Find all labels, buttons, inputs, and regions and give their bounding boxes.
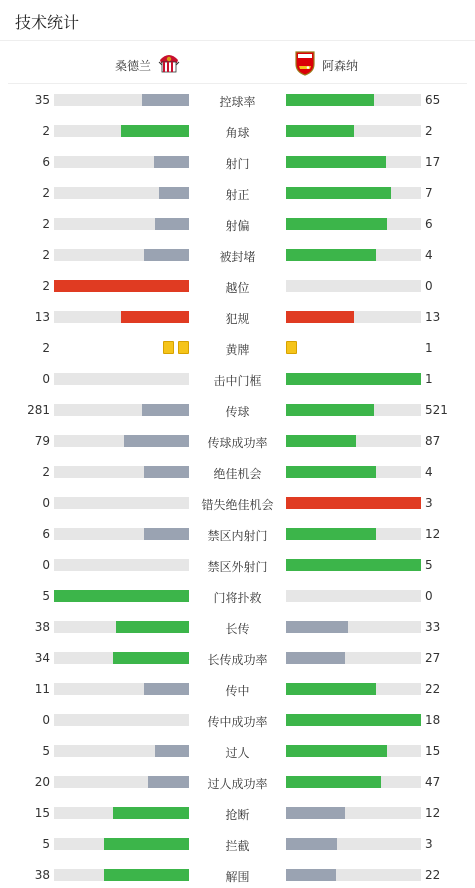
home-bar-track (54, 621, 189, 633)
away-bar-track (286, 497, 421, 509)
stat-label: 传中成功率 (207, 715, 268, 729)
home-bar-fill (54, 280, 189, 292)
stat-row (0, 773, 475, 793)
home-value: 11 (34, 682, 50, 696)
away-value: 22 (425, 868, 441, 882)
stat-label: 抢断 (225, 808, 250, 822)
away-bar-track (286, 559, 421, 571)
home-value: 5 (42, 589, 50, 603)
yellow-card-icon (163, 341, 174, 354)
stat-row (0, 401, 475, 421)
away-value: 521 (425, 403, 448, 417)
away-bar-fill (286, 435, 356, 447)
home-team-name: 桑德兰 (114, 58, 151, 73)
home-bar-track (54, 776, 189, 788)
home-value: 38 (34, 868, 50, 882)
home-value: 2 (42, 217, 50, 231)
home-bar-track (54, 156, 189, 168)
away-bar-track (286, 590, 421, 602)
stat-row (0, 618, 475, 638)
stat-label: 过人成功率 (207, 777, 268, 791)
home-bar-track (54, 683, 189, 695)
stat-row (0, 122, 475, 142)
away-value: 12 (425, 806, 441, 820)
away-bar-fill (286, 869, 336, 881)
stat-label: 射偏 (225, 219, 250, 233)
stat-label: 绝佳机会 (213, 467, 262, 481)
sunderland-crest-icon (157, 52, 181, 78)
home-value: 2 (42, 124, 50, 138)
away-bar-track (286, 621, 421, 633)
away-bar-fill (286, 838, 337, 850)
home-value: 6 (42, 155, 50, 169)
away-bar-fill (286, 621, 348, 633)
home-bar-track (54, 404, 189, 416)
away-bar-fill (286, 156, 386, 168)
away-bar-track (286, 156, 421, 168)
home-value: 34 (34, 651, 50, 665)
away-bar-track (286, 94, 421, 106)
home-bar-track (54, 187, 189, 199)
home-bar-fill (104, 869, 189, 881)
home-bar-track (54, 125, 189, 137)
away-bar-fill (286, 683, 376, 695)
away-value: 47 (425, 775, 441, 789)
away-team-name: 阿森纳 (322, 58, 359, 73)
away-bar-track (286, 373, 421, 385)
away-bar-fill (286, 94, 374, 106)
away-value: 22 (425, 682, 441, 696)
stat-label: 长传成功率 (207, 653, 268, 667)
away-bar-track (286, 869, 421, 881)
home-bar-track (54, 311, 189, 323)
stat-row (0, 91, 475, 111)
away-bar-track (286, 280, 421, 292)
home-team[interactable] (115, 52, 181, 78)
away-bar-track (286, 745, 421, 757)
home-value: 79 (34, 434, 50, 448)
away-bar-fill (286, 652, 345, 664)
home-bar-fill (116, 621, 189, 633)
stat-row (0, 649, 475, 669)
away-bar-track (286, 807, 421, 819)
away-bar-track (286, 652, 421, 664)
stat-label: 犯规 (225, 312, 250, 326)
away-bar-fill (286, 404, 374, 416)
home-bar-fill (54, 590, 189, 602)
stat-label: 传球 (225, 405, 250, 419)
home-value: 6 (42, 527, 50, 541)
home-bar-fill (144, 466, 189, 478)
stat-row (0, 804, 475, 824)
away-value: 12 (425, 527, 441, 541)
home-bar-track (54, 559, 189, 571)
away-bar-track (286, 776, 421, 788)
home-bar-fill (142, 94, 189, 106)
away-value: 13 (425, 310, 441, 324)
stat-label: 越位 (225, 281, 250, 295)
stat-label: 错失绝佳机会 (201, 498, 274, 512)
stat-label: 击中门框 (213, 374, 262, 388)
away-value: 27 (425, 651, 441, 665)
home-bar-fill (144, 683, 189, 695)
away-bar-fill (286, 528, 376, 540)
home-yellow-cards (163, 341, 189, 354)
home-value: 281 (27, 403, 50, 417)
home-bar-fill (159, 187, 189, 199)
stat-row (0, 463, 475, 483)
home-bar-track (54, 280, 189, 292)
stat-row (0, 153, 475, 173)
stat-row (0, 556, 475, 576)
home-value: 2 (42, 186, 50, 200)
stat-label: 禁区外射门 (207, 560, 268, 574)
home-bar-fill (121, 125, 189, 137)
away-bar-track (286, 528, 421, 540)
stat-label: 射门 (225, 157, 250, 171)
stat-row (0, 184, 475, 204)
away-value: 5 (425, 558, 433, 572)
away-value: 3 (425, 496, 433, 510)
stat-row (0, 680, 475, 700)
away-team[interactable] (294, 50, 358, 80)
home-value: 2 (42, 341, 50, 355)
stat-row (0, 525, 475, 545)
stat-row (0, 308, 475, 328)
stat-row (0, 215, 475, 235)
stat-label: 传球成功率 (207, 436, 268, 450)
away-bar-track (286, 218, 421, 230)
stats-header (0, 0, 475, 41)
stat-label: 射正 (225, 188, 250, 202)
stat-row (0, 339, 475, 359)
stat-label: 角球 (225, 126, 250, 140)
away-value: 1 (425, 341, 433, 355)
home-bar-track (54, 466, 189, 478)
away-bar-fill (286, 776, 381, 788)
away-value: 6 (425, 217, 433, 231)
home-value: 35 (34, 93, 50, 107)
home-bar-track (54, 807, 189, 819)
home-bar-fill (124, 435, 189, 447)
away-bar-track (286, 683, 421, 695)
away-yellow-cards (286, 341, 297, 354)
away-value: 65 (425, 93, 441, 107)
home-bar-fill (104, 838, 189, 850)
away-bar-fill (286, 497, 421, 509)
stat-row (0, 711, 475, 731)
away-bar-track (286, 838, 421, 850)
home-bar-track (54, 652, 189, 664)
home-bar-track (54, 745, 189, 757)
away-bar-fill (286, 311, 354, 323)
away-bar-fill (286, 714, 421, 726)
home-value: 15 (34, 806, 50, 820)
home-value: 5 (42, 744, 50, 758)
home-bar-fill (148, 776, 189, 788)
home-bar-track (54, 435, 189, 447)
home-value: 5 (42, 837, 50, 851)
stat-label: 禁区内射门 (207, 529, 268, 543)
home-value: 2 (42, 248, 50, 262)
home-bar-track (54, 94, 189, 106)
away-bar-fill (286, 807, 345, 819)
away-bar-fill (286, 187, 391, 199)
away-bar-fill (286, 218, 387, 230)
stat-row (0, 835, 475, 855)
home-bar-track (54, 528, 189, 540)
home-value: 38 (34, 620, 50, 634)
stat-row (0, 277, 475, 297)
home-value: 20 (34, 775, 50, 789)
stat-label: 过人 (225, 746, 250, 760)
away-bar-fill (286, 559, 421, 571)
stat-row (0, 587, 475, 607)
home-bar-fill (121, 311, 189, 323)
arsenal-crest-icon (294, 50, 316, 80)
home-value: 0 (42, 713, 50, 727)
stat-label: 被封堵 (219, 250, 256, 264)
teams-bar (8, 41, 467, 84)
home-bar-fill (144, 249, 189, 261)
away-value: 3 (425, 837, 433, 851)
away-bar-track (286, 187, 421, 199)
away-value: 1 (425, 372, 433, 386)
away-bar-track (286, 466, 421, 478)
home-bar-fill (154, 156, 189, 168)
away-value: 33 (425, 620, 441, 634)
away-bar-fill (286, 373, 421, 385)
stat-row (0, 866, 475, 886)
away-bar-fill (286, 466, 376, 478)
home-value: 13 (34, 310, 50, 324)
away-bar-fill (286, 249, 376, 261)
home-bar-track (54, 249, 189, 261)
home-value: 2 (42, 465, 50, 479)
yellow-card-icon (286, 341, 297, 354)
stat-row (0, 246, 475, 266)
stat-label: 解围 (225, 870, 250, 884)
home-value: 2 (42, 279, 50, 293)
stat-label: 传中 (225, 684, 250, 698)
home-bar-track (54, 218, 189, 230)
away-value: 2 (425, 124, 433, 138)
away-value: 17 (425, 155, 441, 169)
away-bar-track (286, 125, 421, 137)
away-bar-track (286, 435, 421, 447)
stat-label: 拦截 (225, 839, 250, 853)
home-bar-track (54, 497, 189, 509)
away-value: 0 (425, 589, 433, 603)
stat-label: 控球率 (219, 95, 256, 109)
home-value: 0 (42, 496, 50, 510)
away-value: 7 (425, 186, 433, 200)
away-bar-track (286, 404, 421, 416)
away-value: 4 (425, 465, 433, 479)
away-bar-fill (286, 745, 387, 757)
home-bar-track (54, 838, 189, 850)
home-bar-fill (155, 745, 189, 757)
away-value: 18 (425, 713, 441, 727)
home-bar-fill (155, 218, 189, 230)
stat-label: 黄牌 (225, 343, 250, 357)
home-bar-fill (142, 404, 189, 416)
home-bar-fill (144, 528, 189, 540)
away-value: 0 (425, 279, 433, 293)
away-value: 15 (425, 744, 441, 758)
home-value: 0 (42, 372, 50, 386)
away-value: 4 (425, 248, 433, 262)
away-bar-track (286, 249, 421, 261)
stat-label: 门将扑救 (213, 591, 262, 605)
away-bar-track (286, 714, 421, 726)
away-bar-track (286, 311, 421, 323)
home-bar-track (54, 590, 189, 602)
away-value: 87 (425, 434, 441, 448)
home-value: 0 (42, 558, 50, 572)
stat-row (0, 432, 475, 452)
home-bar-fill (113, 652, 189, 664)
home-bar-track (54, 869, 189, 881)
home-bar-track (54, 373, 189, 385)
page-title: 技术统计 (15, 13, 80, 32)
stat-row (0, 494, 475, 514)
home-bar-track (54, 714, 189, 726)
stat-row (0, 742, 475, 762)
yellow-card-icon (178, 341, 189, 354)
stat-label: 长传 (225, 622, 250, 636)
stat-row (0, 370, 475, 390)
home-bar-fill (113, 807, 189, 819)
away-bar-fill (286, 125, 354, 137)
